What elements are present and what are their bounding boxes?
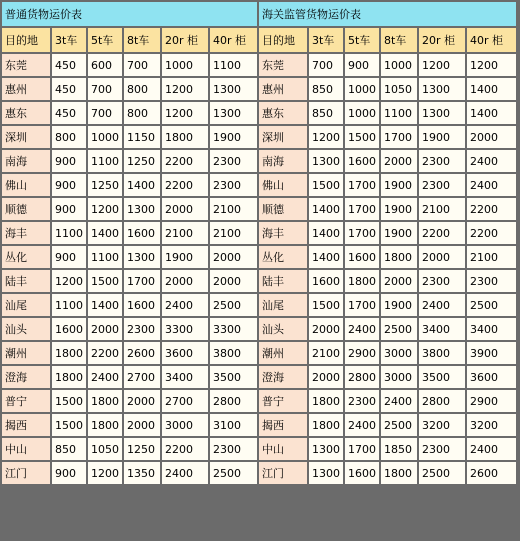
rate-cell: 1800 [52,366,88,390]
rate-cell: 1500 [88,270,124,294]
rate-cell: 3000 [381,366,419,390]
rate-cell: 800 [52,126,88,150]
rate-cell: 1800 [309,414,345,438]
rate-cell: 1300 [124,198,162,222]
table-row [2,390,259,414]
destination-cell: 东莞 [259,54,309,78]
rate-cell: 2100 [309,342,345,366]
destination-cell: 丛化 [2,246,52,270]
rate-cell: 1500 [345,126,381,150]
rate-cell: 1000 [162,54,210,78]
rate-cell: 850 [309,102,345,126]
rate-cell: 1400 [467,102,518,126]
rate-cell: 2000 [88,318,124,342]
rate-cell: 1000 [345,78,381,102]
destination-cell: 海丰 [259,222,309,246]
rate-cell: 1200 [88,462,124,486]
rate-cell: 2100 [419,198,467,222]
destination-cell: 陆丰 [2,270,52,294]
rate-cell: 2400 [381,390,419,414]
destination-cell: 佛山 [259,174,309,198]
column-header: 40r 柜 [210,28,259,54]
rate-cell: 1600 [124,222,162,246]
table-header-row [259,28,518,54]
rate-cell: 2200 [467,222,518,246]
destination-cell: 汕头 [2,318,52,342]
rate-cell: 2000 [381,270,419,294]
column-header: 3t车 [309,28,345,54]
rate-cell: 1600 [345,462,381,486]
rate-cell: 1250 [124,150,162,174]
rate-cell: 1300 [309,462,345,486]
destination-cell: 汕头 [259,318,309,342]
table-row [259,198,518,222]
rate-cell: 1700 [124,270,162,294]
rate-cell: 2300 [419,270,467,294]
rate-cell: 1800 [309,390,345,414]
table-row [2,102,259,126]
rate-cell: 2400 [345,414,381,438]
rate-cell: 800 [124,78,162,102]
table-row [259,342,518,366]
rate-cell: 1300 [210,78,259,102]
rate-cell: 3500 [419,366,467,390]
rate-cell: 1300 [419,78,467,102]
rate-cell: 2800 [345,366,381,390]
rate-cell: 1900 [381,174,419,198]
rate-cell: 1600 [345,246,381,270]
rate-cell: 2000 [124,390,162,414]
rate-cell: 1800 [162,126,210,150]
table-row [259,366,518,390]
rate-cell: 1800 [88,414,124,438]
rate-cell: 1500 [52,390,88,414]
rate-cell: 450 [52,78,88,102]
table-row [259,390,518,414]
rate-cell: 2000 [162,270,210,294]
rate-cell: 1350 [124,462,162,486]
table-title: 海关监管货物运价表 [259,2,518,28]
rate-cell: 3600 [467,366,518,390]
rate-cell: 3400 [467,318,518,342]
rate-cell: 900 [345,54,381,78]
rate-cell: 2200 [419,222,467,246]
table-title: 普通货物运价表 [2,2,259,28]
rate-cell: 3200 [467,414,518,438]
rate-cell: 2300 [210,150,259,174]
rate-cell: 3600 [162,342,210,366]
rate-cell: 2700 [162,390,210,414]
rate-cell: 2900 [345,342,381,366]
rate-cell: 2100 [467,246,518,270]
rate-cell: 1200 [467,54,518,78]
rate-cell: 2400 [88,366,124,390]
table-row [259,462,518,486]
rate-cell: 2300 [210,438,259,462]
column-header: 8t车 [124,28,162,54]
rate-cell: 2100 [210,198,259,222]
rate-cell: 1800 [52,342,88,366]
rate-cell: 1800 [381,246,419,270]
rate-cell: 2300 [345,390,381,414]
rate-cell: 1300 [124,246,162,270]
rate-cell: 3500 [210,366,259,390]
table-row [2,342,259,366]
rate-cell: 850 [52,438,88,462]
rate-cell: 1600 [309,270,345,294]
rate-cell: 1900 [162,246,210,270]
rate-cell: 1800 [381,462,419,486]
table-row [259,246,518,270]
rate-cell: 1150 [124,126,162,150]
rate-cell: 1900 [419,126,467,150]
rate-cell: 1200 [419,54,467,78]
rate-cell: 2200 [162,174,210,198]
table-row [259,78,518,102]
rate-cell: 1300 [210,102,259,126]
rate-cell: 1600 [124,294,162,318]
rate-cell: 2500 [381,414,419,438]
rate-cell: 2400 [345,318,381,342]
rate-cell: 1700 [381,126,419,150]
rate-cell: 2500 [210,462,259,486]
rate-cell: 1700 [345,438,381,462]
destination-cell: 南海 [2,150,52,174]
table-row [2,222,259,246]
rate-cell: 2100 [210,222,259,246]
rate-cell: 800 [124,102,162,126]
rate-cell: 1900 [381,198,419,222]
rate-cell: 700 [88,102,124,126]
destination-cell: 佛山 [2,174,52,198]
rate-cell: 1050 [381,78,419,102]
rate-cell: 1200 [162,78,210,102]
rate-cell: 2300 [467,270,518,294]
rate-cell: 2300 [419,438,467,462]
rate-cell: 1400 [88,294,124,318]
rate-cell: 1400 [124,174,162,198]
rate-cell: 2500 [381,318,419,342]
rate-cell: 1850 [381,438,419,462]
table-row [259,174,518,198]
rate-cell: 3200 [419,414,467,438]
rate-cell: 2400 [467,438,518,462]
rate-cell: 700 [88,78,124,102]
rate-cell: 1900 [210,126,259,150]
rate-cell: 2800 [419,390,467,414]
destination-cell: 潮州 [259,342,309,366]
rate-cell: 1700 [345,222,381,246]
rate-cell: 2000 [162,198,210,222]
rate-cell: 1100 [88,150,124,174]
table-row [2,198,259,222]
rate-cell: 2000 [210,246,259,270]
rate-cell: 2200 [88,342,124,366]
rate-cell: 1250 [124,438,162,462]
destination-cell: 惠东 [2,102,52,126]
rate-cell: 1100 [210,54,259,78]
table-row [2,294,259,318]
destination-cell: 中山 [259,438,309,462]
rate-cell: 3100 [210,414,259,438]
rate-cell: 1900 [381,294,419,318]
rate-cell: 3000 [381,342,419,366]
table-row [2,318,259,342]
column-header: 5t车 [345,28,381,54]
destination-cell: 汕尾 [2,294,52,318]
rate-cell: 2500 [467,294,518,318]
rate-cell: 2000 [419,246,467,270]
destination-cell: 澄海 [259,366,309,390]
rate-cell: 1050 [88,438,124,462]
rate-cell: 3400 [162,366,210,390]
rate-cell: 1000 [345,102,381,126]
rate-cell: 1100 [52,222,88,246]
column-header: 目的地 [2,28,52,54]
destination-cell: 陆丰 [259,270,309,294]
rate-cell: 1500 [309,174,345,198]
column-header: 20r 柜 [419,28,467,54]
table-row [259,294,518,318]
table-row [2,78,259,102]
column-header: 40r 柜 [467,28,518,54]
rate-cell: 600 [88,54,124,78]
destination-cell: 普宁 [259,390,309,414]
destination-cell: 深圳 [2,126,52,150]
rate-cell: 1400 [88,222,124,246]
rate-cell: 2000 [210,270,259,294]
destination-cell: 揭西 [259,414,309,438]
rate-cell: 450 [52,54,88,78]
rate-cell: 2100 [162,222,210,246]
rate-cell: 3000 [162,414,210,438]
rate-cell: 2300 [419,174,467,198]
destination-cell: 江门 [2,462,52,486]
destination-cell: 澄海 [2,366,52,390]
rate-cell: 1800 [345,270,381,294]
rate-cell: 1700 [345,198,381,222]
rate-cell: 2600 [467,462,518,486]
rate-cell: 3800 [210,342,259,366]
table-row [259,222,518,246]
rate-cell: 2500 [210,294,259,318]
rate-cell: 1600 [52,318,88,342]
rate-cell: 1400 [309,222,345,246]
rate-cell: 2000 [381,150,419,174]
rate-cell: 1250 [88,174,124,198]
destination-cell: 东莞 [2,54,52,78]
table-row [2,54,259,78]
table-title-row [259,2,518,28]
column-header: 8t车 [381,28,419,54]
destination-cell: 惠东 [259,102,309,126]
rate-cell: 900 [52,198,88,222]
destination-cell: 普宁 [2,390,52,414]
rate-cell: 1400 [309,246,345,270]
destination-cell: 惠州 [2,78,52,102]
table-row [2,150,259,174]
rate-cell: 1400 [467,78,518,102]
column-header: 5t车 [88,28,124,54]
rate-cell: 2900 [467,390,518,414]
rate-cell: 3300 [210,318,259,342]
rate-cell: 1300 [419,102,467,126]
table-row [259,270,518,294]
table-row [259,150,518,174]
rate-cell: 1600 [345,150,381,174]
customs-cargo-rate-table [259,2,518,486]
rate-cell: 1000 [381,54,419,78]
rate-cell: 1300 [309,438,345,462]
table-row [2,414,259,438]
table-header-row [2,28,259,54]
rate-cell: 450 [52,102,88,126]
rate-cell: 3800 [419,342,467,366]
rate-cell: 900 [52,462,88,486]
rate-cell: 2200 [467,198,518,222]
rate-cell: 1400 [309,198,345,222]
rate-cell: 2600 [124,342,162,366]
table-row [259,438,518,462]
rate-cell: 2700 [124,366,162,390]
table-row [2,462,259,486]
table-row [2,126,259,150]
rate-cell: 1500 [309,294,345,318]
destination-cell: 海丰 [2,222,52,246]
rate-cell: 700 [124,54,162,78]
table-row [2,270,259,294]
column-header: 20r 柜 [162,28,210,54]
rate-cell: 2800 [210,390,259,414]
rate-cell: 1100 [88,246,124,270]
rate-cell: 900 [52,246,88,270]
destination-cell: 丛化 [259,246,309,270]
rate-cell: 1200 [162,102,210,126]
rate-cell: 1200 [52,270,88,294]
rate-cell: 1200 [88,198,124,222]
rate-cell: 2000 [124,414,162,438]
rate-cell: 2000 [309,318,345,342]
rate-cell: 2400 [467,150,518,174]
rate-cell: 2200 [162,438,210,462]
destination-cell: 惠州 [259,78,309,102]
rate-cell: 1300 [309,150,345,174]
rate-cell: 3300 [162,318,210,342]
rate-cell: 1500 [52,414,88,438]
general-cargo-rate-table [2,2,259,486]
rate-cell: 2300 [124,318,162,342]
rate-cell: 2400 [419,294,467,318]
rate-cell: 1100 [381,102,419,126]
rate-cell: 1900 [381,222,419,246]
table-row [2,438,259,462]
rate-cell: 900 [52,174,88,198]
rate-cell: 2000 [467,126,518,150]
rate-cell: 1100 [52,294,88,318]
destination-cell: 汕尾 [259,294,309,318]
rate-cell: 850 [309,78,345,102]
rate-cell: 700 [309,54,345,78]
rate-cell: 3900 [467,342,518,366]
table-row [259,54,518,78]
rate-cell: 2000 [309,366,345,390]
table-row [259,414,518,438]
rate-cell: 1700 [345,294,381,318]
destination-cell: 潮州 [2,342,52,366]
rate-cell: 2400 [162,462,210,486]
destination-cell: 中山 [2,438,52,462]
rate-cell: 2300 [419,150,467,174]
destination-cell: 揭西 [2,414,52,438]
rate-cell: 2200 [162,150,210,174]
column-header: 目的地 [259,28,309,54]
rate-cell: 900 [52,150,88,174]
destination-cell: 南海 [259,150,309,174]
table-row [2,366,259,390]
rate-cell: 1200 [309,126,345,150]
rate-cell: 2300 [210,174,259,198]
rate-cell: 2400 [162,294,210,318]
destination-cell: 顺德 [259,198,309,222]
destination-cell: 深圳 [259,126,309,150]
table-row [2,246,259,270]
rate-cell: 1000 [88,126,124,150]
rate-cell: 1800 [88,390,124,414]
table-row [259,126,518,150]
destination-cell: 顺德 [2,198,52,222]
column-header: 3t车 [52,28,88,54]
table-row [259,102,518,126]
table-row [259,318,518,342]
destination-cell: 江门 [259,462,309,486]
rate-cell: 2500 [419,462,467,486]
rate-cell: 1700 [345,174,381,198]
rate-cell: 3400 [419,318,467,342]
table-title-row [2,2,259,28]
rate-cell: 2400 [467,174,518,198]
table-row [2,174,259,198]
